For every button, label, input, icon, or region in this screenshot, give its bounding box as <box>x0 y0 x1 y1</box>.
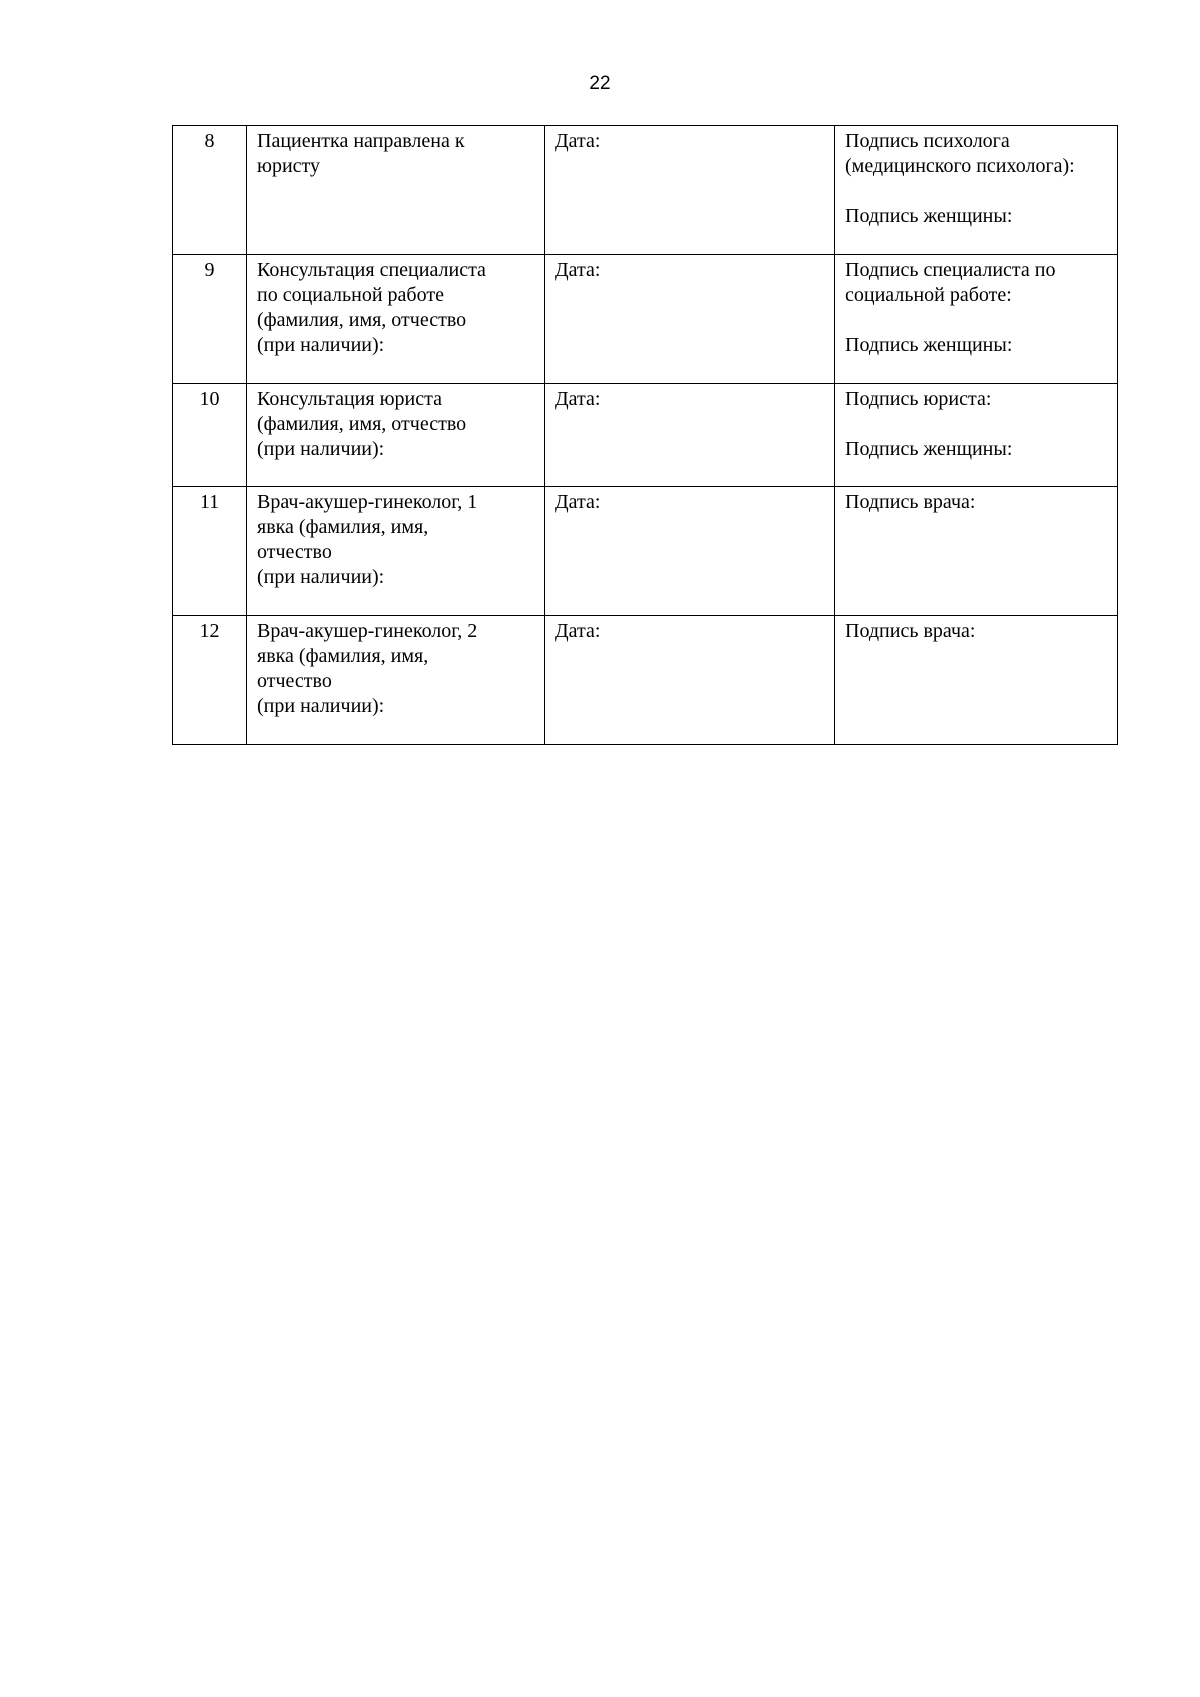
signature-label: (медицинского психолога): <box>845 155 1075 177</box>
page-number: 22 <box>589 73 611 94</box>
description-line: отчество <box>257 541 332 563</box>
description-line: (при наличии): <box>257 438 385 460</box>
signature-cell <box>835 255 1118 384</box>
signature-label: Подпись врача: <box>845 491 976 513</box>
description-line: (при наличии): <box>257 334 385 356</box>
date-field[interactable]: Дата: <box>545 487 835 616</box>
description-line: явка (фамилия, имя, <box>257 516 429 538</box>
signature-cell <box>835 126 1118 255</box>
date-field[interactable]: Дата: <box>545 255 835 384</box>
date-field[interactable]: Дата: <box>545 384 835 487</box>
signature-label: Подпись врача: <box>845 620 976 642</box>
row-number: 8 <box>173 126 247 255</box>
description-line: Врач-акушер-гинеколог, 1 <box>257 491 478 513</box>
row-description <box>247 126 545 255</box>
description-line: (фамилия, имя, отчество <box>257 413 467 435</box>
table-row <box>173 126 1118 255</box>
signature-label: Подпись юриста: <box>845 388 992 410</box>
signature-label: социальной работе: <box>845 284 1012 306</box>
description-line: Врач-акушер-гинеколог, 2 <box>257 620 478 642</box>
row-number: 9 <box>173 255 247 384</box>
row-description <box>247 616 545 745</box>
date-field[interactable]: Дата: <box>545 616 835 745</box>
row-description <box>247 487 545 616</box>
row-number: 12 <box>173 616 247 745</box>
date-field[interactable]: Дата: <box>545 126 835 255</box>
description-line: по социальной работе <box>257 284 444 306</box>
row-description <box>247 384 545 487</box>
description-line: (при наличии): <box>257 566 385 588</box>
row-description <box>247 255 545 384</box>
description-line: Консультация специалиста <box>257 259 486 281</box>
signature-label: Подпись женщины: <box>845 334 1013 356</box>
signature-label: Подпись женщины: <box>845 438 1013 460</box>
description-line: юристу <box>257 155 320 177</box>
description-line: (фамилия, имя, отчество <box>257 309 467 331</box>
description-line: явка (фамилия, имя, <box>257 645 429 667</box>
signature-label: Подпись женщины: <box>845 205 1013 227</box>
signature-cell <box>835 384 1118 487</box>
table-row <box>173 487 1118 616</box>
signature-label: Подпись психолога <box>845 130 1010 152</box>
row-number: 11 <box>173 487 247 616</box>
table-row <box>173 384 1118 487</box>
description-line: отчество <box>257 670 332 692</box>
signature-label: Подпись специалиста по <box>845 259 1056 281</box>
row-number: 10 <box>173 384 247 487</box>
signature-cell <box>835 616 1118 745</box>
description-line: Пациентка направлена к <box>257 130 465 152</box>
table-row <box>173 616 1118 745</box>
description-line: Консультация юриста <box>257 388 442 410</box>
consultation-table <box>172 125 1118 745</box>
table-row <box>173 255 1118 384</box>
description-line: (при наличии): <box>257 695 385 717</box>
signature-cell <box>835 487 1118 616</box>
